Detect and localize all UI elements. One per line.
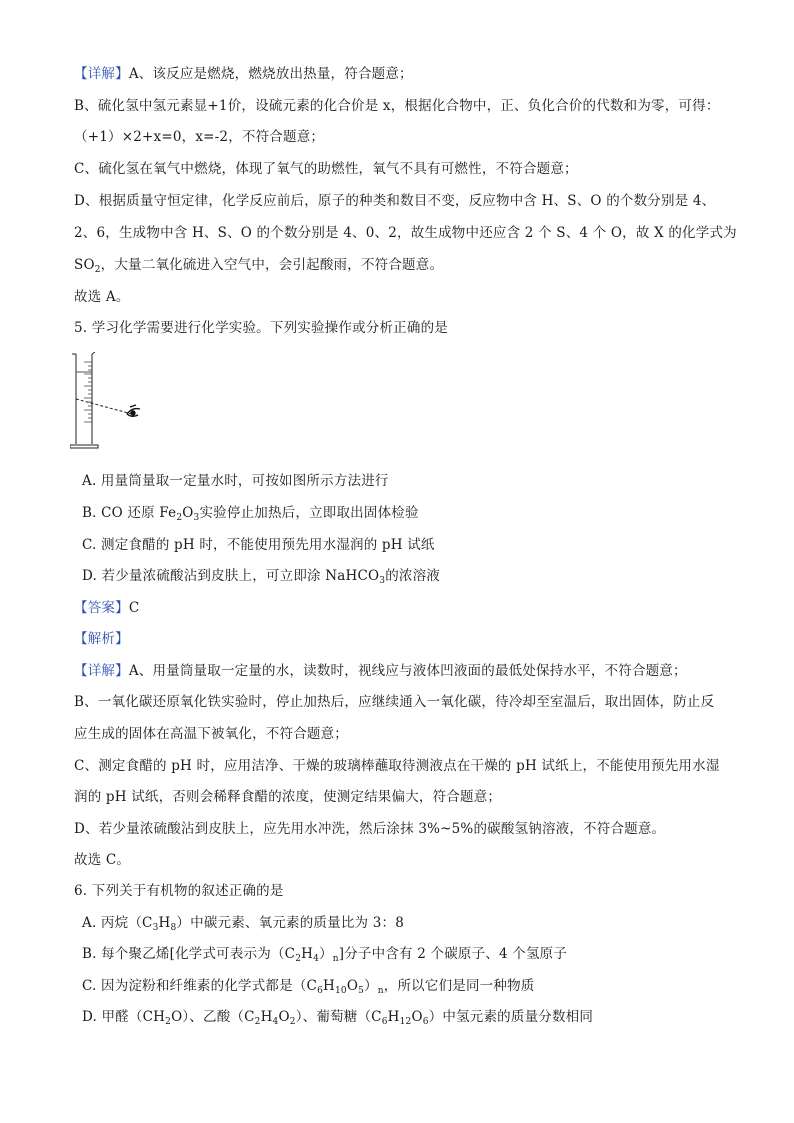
eye-icon (127, 405, 140, 416)
subscript: 10 (334, 986, 347, 996)
subscript: 2 (295, 954, 302, 964)
subscript: 6 (317, 986, 323, 996)
subscript: 6 (422, 1017, 429, 1027)
q5-option-c: C. 测定食醋的 pH 时，不能使用预先用水湿润的 pH 试纸 (82, 537, 435, 553)
q4-detail-line-1 (74, 64, 413, 84)
option-text: A. 丙烷（C (82, 915, 153, 931)
option-text: ）中碳元素、氧元素的质量比为 3：8 (176, 915, 404, 931)
graduated-cylinder-figure (70, 352, 160, 452)
q4-detail-line-2: B、硫化氢中氢元素显+1价，设硫元素的化合价是 x，根据化合物中，正、负化合价的代数和为零，可得： (74, 98, 720, 114)
option-text: B. CO 还原 Fe (82, 505, 177, 521)
subscript: n (332, 954, 339, 964)
subscript: n (377, 986, 384, 996)
q5-option-d (82, 566, 440, 586)
q5-detail-line-3: 应生成的固体在高温下被氧化，不符合题意； (74, 726, 348, 742)
q5-answer (74, 598, 139, 618)
subscript: 3 (152, 923, 159, 933)
q5-detail-line-5: 润的 pH 试纸，否则会稀释食醋的浓度，使测定结果偏大，符合题意； (74, 789, 502, 805)
option-text: 实验停止加热后，立即取出固体检验 (199, 505, 419, 521)
option-text: O (346, 978, 359, 994)
option-text: H (323, 978, 335, 994)
formula-so2: SO (74, 257, 95, 273)
option-text: D. 若少量浓硫酸沾到皮肤上，可立即涂 NaHCO (82, 568, 380, 584)
detail-tag: 【详解】 (74, 66, 129, 82)
option-text: B. 每个聚乙烯[化学式可表示为（C (82, 946, 296, 962)
q5-stem: 5. 学习化学需要进行化学实验。下列实验操作或分析正确的是 (74, 320, 448, 336)
q5-option-b (82, 503, 419, 523)
option-text: C. 因为淀粉和纤维素的化学式都是（C (82, 978, 318, 994)
q5-analysis-tag: 【解析】 (74, 631, 129, 647)
option-text: O (411, 1009, 423, 1025)
option-text: D. 甲醛（CH (82, 1009, 166, 1025)
subscript: 4 (272, 1017, 279, 1027)
subscript: 5 (358, 986, 365, 996)
option-text: ） (364, 978, 378, 994)
subscript: 2 (289, 1017, 296, 1027)
option-text: O）、乙酸（C (171, 1009, 255, 1025)
subscript: 12 (399, 1017, 412, 1027)
option-text: O (182, 505, 194, 521)
q6-stem: 6. 下列关于有机物的叙述正确的是 (74, 883, 284, 899)
subscript: 4 (313, 954, 320, 964)
q5-detail-line-2: B、一氧化碳还原氧化铁实验时，停止加热后，应继续通入一氧化碳，待冷却至室温后，取出固体，防止反 (74, 694, 715, 710)
q4-conclusion: 故选 A。 (74, 289, 130, 305)
subscript: 2 (165, 1017, 172, 1027)
scale-marks (84, 362, 92, 422)
subscript: 2 (94, 265, 101, 275)
q6-option-d (82, 1007, 593, 1027)
option-text: 的浓溶液 (385, 568, 440, 584)
q4-detail-text: ，大量二氧化硫进入空气中，会引起酸雨，不符合题意。 (100, 257, 444, 273)
q4-detail-line-5: D、根据质量守恒定律，化学反应前后，原子的种类和数目不变，反应物中含 H、S、O 的个数分别是 4、 (74, 193, 716, 209)
option-text: ） (319, 946, 333, 962)
detail-tag: 【详解】 (74, 663, 129, 679)
q6-option-b (82, 944, 567, 964)
q5-conclusion: 故选 C。 (74, 852, 131, 868)
subscript: 3 (193, 513, 200, 523)
q4-detail-line-3: （+1）×2+x=0，x=-2，不符合题意； (74, 129, 325, 145)
subscript: 8 (170, 923, 177, 933)
option-text: ，所以它们是同一种物质 (383, 978, 535, 994)
option-text: H (387, 1009, 400, 1025)
option-text: ）中氢元素的质量分数相同 (428, 1009, 594, 1025)
subscript: 6 (381, 1017, 388, 1027)
option-text: ]分子中含有 2 个碳原子、4 个氢原子 (338, 946, 568, 962)
subscript: 2 (254, 1017, 261, 1027)
q6-option-a (82, 913, 404, 933)
q5-detail-line-1 (74, 661, 687, 681)
q4-detail-line-6: 2、6，生成物中含 H、S、O 的个数分别是 4、0、2，故生成物中还应含 2 个 S、4 个 O，故 X 的化学式为 (74, 225, 737, 241)
q5-detail-line-4: C、测定食醋的 pH 时，应用洁净、干燥的玻璃棒蘸取待测液点在干燥的 pH 试纸上，不能使用预先用水湿 (74, 758, 720, 774)
subscript: 3 (379, 576, 386, 586)
answer-value: C (128, 600, 140, 616)
option-text: H (260, 1009, 273, 1025)
q4-detail-line-7 (74, 255, 443, 275)
q4-detail-line-4: C、硫化氢在氧气中燃烧，体现了氧气的助燃性，氧气不具有可燃性，不符合题意； (74, 161, 578, 177)
option-text: O (278, 1009, 290, 1025)
option-text: ）、葡萄糖（C (295, 1009, 382, 1025)
graduated-cylinder (70, 352, 98, 448)
sight-line (76, 399, 132, 414)
answer-tag: 【答案】 (74, 600, 129, 616)
q5-detail-text: A、用量筒量取一定量的水，读数时，视线应与液体凹液面的最低处保持水平，不符合题意； (128, 663, 687, 679)
q5-detail-line-6: D、若少量浓硫酸沾到皮肤上，应先用水冲洗，然后涂抹 3%~5%的碳酸氢钠溶液，不符合题意。 (74, 821, 666, 837)
option-text: H (158, 915, 171, 931)
q5-option-a: A. 用量筒量取一定量水时，可按如图所示方法进行 (82, 473, 389, 489)
q4-detail-text: A、该反应是燃烧，燃烧放出热量，符合题意； (128, 66, 413, 82)
q6-option-c (82, 976, 534, 996)
option-text: H (301, 946, 314, 962)
subscript: 2 (176, 513, 183, 523)
